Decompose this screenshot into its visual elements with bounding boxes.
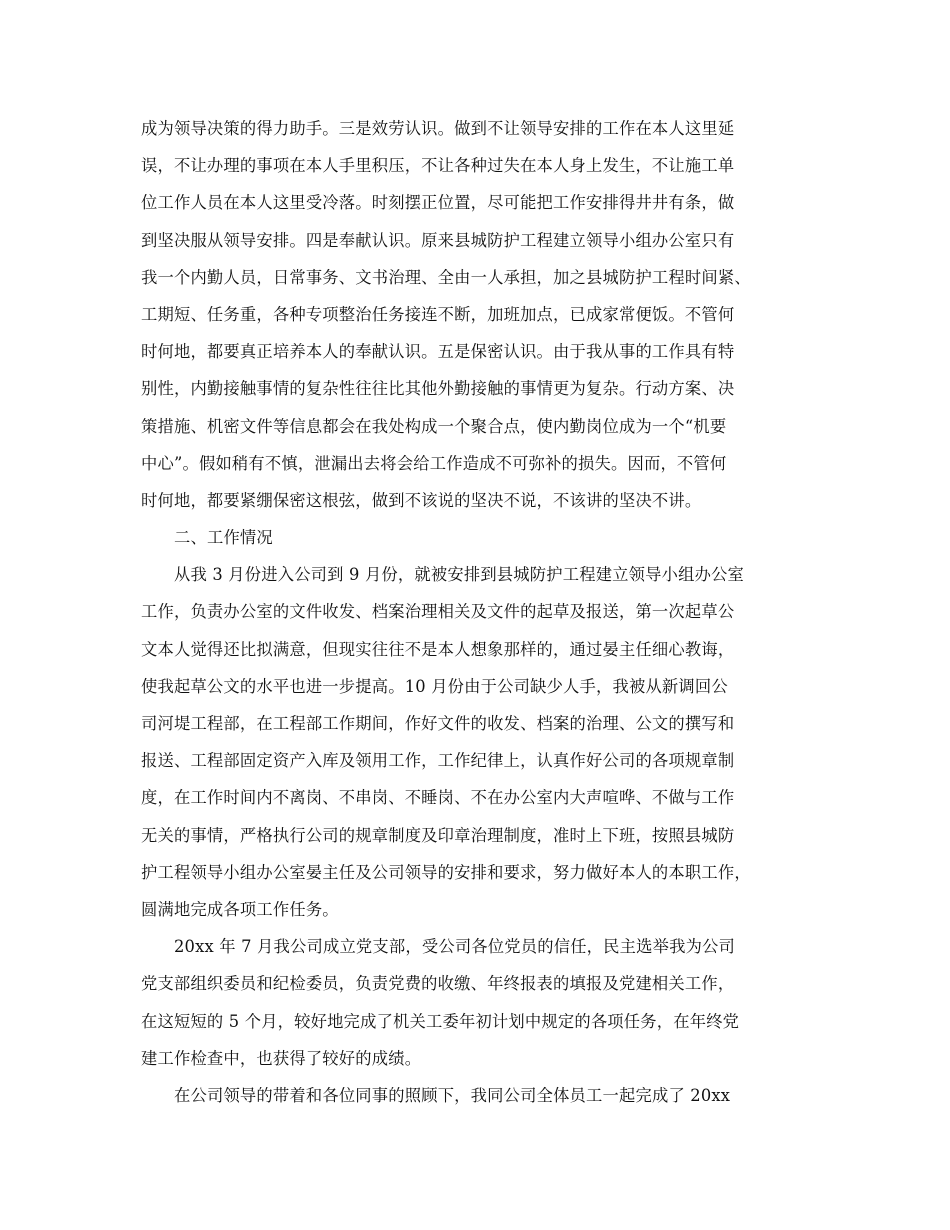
text-line: 在这短短的 5 个月，较好地完成了机关工委年初计划中规定的各项任务，在年终党 — [141, 1011, 740, 1031]
text-line: 报送、工程部固定资产入库及领用工作，工作纪律上，认真作好公司的各项规章制 — [141, 751, 735, 771]
paragraph-start-line: 20xx 年 7 月我公司成立党支部，受公司各位党员的信任，民主选举我为公司 — [174, 937, 736, 957]
paragraph-start-line: 在公司领导的带着和各位同事的照顾下，我同公司全体员工一起完成了 20xx — [174, 1085, 731, 1105]
text-line: 成为领导决策的得力助手。三是效劳认识。做到不让领导安排的工作在本人这里延 — [141, 119, 735, 138]
text-line: 别性，内勤接触事情的复杂性往往比其他外勤接触的事情更为复杂。行动方案、决 — [141, 379, 735, 399]
text-line: 工作，负责办公室的文件收发、档案治理相关及文件的起草及报送，第一次起草公 — [141, 602, 735, 622]
text-line: 到坚决服从领导安排。四是奉献认识。原来县城防护工程建立领导小组办公室只有 — [141, 230, 735, 250]
text-line: 我一个内勤人员，日常事务、文书治理、全由一人承担，加之县城防护工程时间紧、 — [141, 267, 751, 287]
section-heading: 二、工作情况 — [174, 528, 273, 548]
text-line: 文本人觉得还比拟满意，但现实往往不是本人想象那样的，通过晏主任细心教诲， — [141, 639, 735, 659]
text-line: 时何地，都要真正培养本人的奉献认识。五是保密认识。由于我从事的工作具有特 — [141, 342, 735, 362]
text-line: 中心”。假如稍有不慎，泄漏出去将会给工作造成不可弥补的损失。因而，不管何 — [141, 453, 727, 473]
text-line: 护工程领导小组办公室晏主任及公司领导的安排和要求，努力做好本人的本职工作， — [141, 862, 751, 882]
text-line: 建工作检查中，也获得了较好的成绩。 — [141, 1048, 422, 1068]
text-line: 位工作人员在本人这里受冷落。时刻摆正位置，尽可能把工作安排得井井有条，做 — [141, 193, 735, 213]
text-line: 度，在工作时间内不离岗、不串岗、不睡岗、不在办公室内大声喧哗、不做与工作 — [141, 788, 735, 808]
text-line: 使我起草公文的水平也进一步提高。10 月份由于公司缺少人手，我被从新调回公 — [141, 676, 728, 696]
document-body — [141, 110, 821, 1114]
text-line: 工期短、任务重，各种专项整治任务接连不断，加班加点，已成家常便饭。不管何 — [141, 304, 735, 324]
text-line: 党支部组织委员和纪检委员，负责党费的收缴、年终报表的填报及党建相关工作， — [141, 974, 735, 994]
text-line: 策措施、机密文件等信息都会在我处构成一个聚合点，使内勤岗位成为一个“机要 — [141, 416, 727, 436]
text-line: 时何地，都要紧绷保密这根弦，做到不该说的坚决不说，不该讲的坚决不讲。 — [141, 490, 702, 510]
paragraph-start-line: 从我 3 月份进入公司到 9 月份，就被安排到县城防护工程建立领导小组办公室 — [174, 565, 745, 585]
text-line: 无关的事情，严格执行公司的规章制度及印章治理制度，准时上下班，按照县城防 — [141, 825, 735, 845]
text-line: 误，不让办理的事项在本人手里积压，不让各种过失在本人身上发生，不让施工单 — [141, 156, 735, 176]
text-line: 司河堤工程部，在工程部工作期间，作好文件的收发、档案的治理、公文的撰写和 — [141, 714, 735, 733]
text-line: 圆满地完成各项工作任务。 — [141, 899, 339, 919]
